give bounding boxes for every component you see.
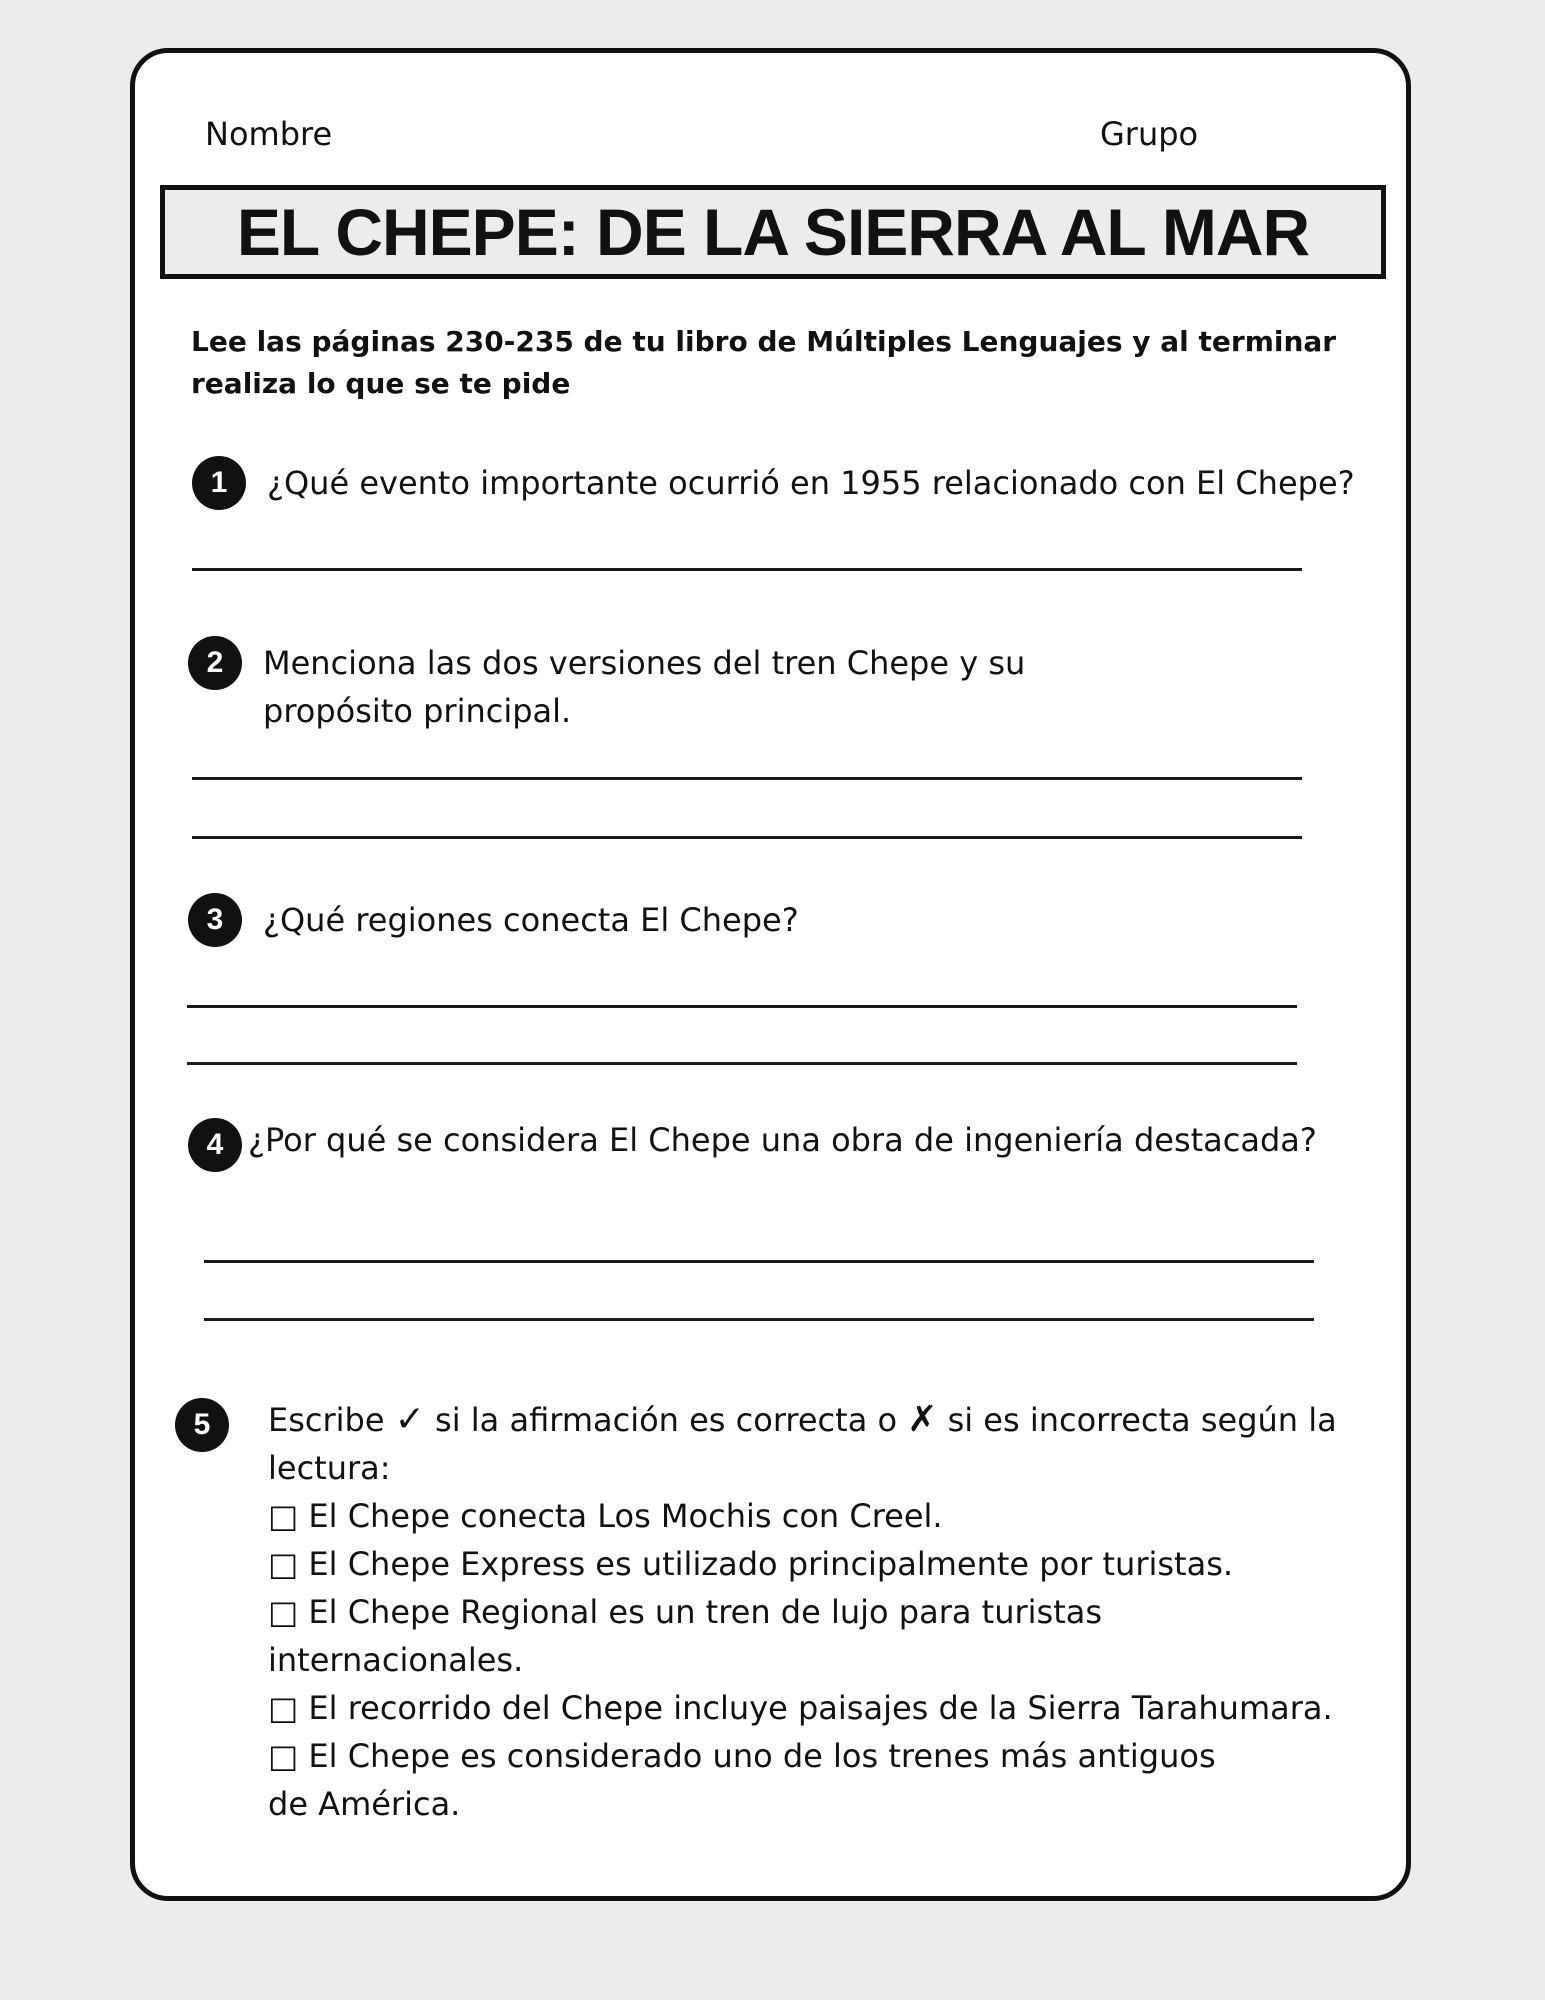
question-5-intro	[268, 1396, 1348, 1492]
statement-item[interactable]: □ El Chepe es considerado uno de los trenes más antiguos de América.	[268, 1737, 1216, 1823]
answer-line[interactable]	[187, 1062, 1297, 1065]
intro-text-b: si la afirmación es correcta o	[435, 1401, 898, 1439]
question-3-text: ¿Qué regiones conecta El Chepe?	[263, 901, 799, 939]
answer-line[interactable]	[192, 568, 1302, 571]
page-title: EL CHEPE: DE LA SIERRA AL MAR	[236, 195, 1310, 269]
answer-line[interactable]	[187, 1005, 1297, 1008]
answer-line[interactable]	[192, 777, 1302, 780]
question-5-block	[268, 1396, 1348, 1828]
answer-line[interactable]	[192, 836, 1302, 839]
statement-item[interactable]: □ El Chepe conecta Los Mochis con Creel.	[268, 1497, 943, 1535]
worksheet	[130, 48, 1411, 1901]
group-label: Grupo	[1100, 115, 1199, 153]
question-2-text: Menciona las dos versiones del tren Chepe y su propósito principal.	[263, 644, 1026, 730]
statement-item[interactable]: □ El Chepe Regional es un tren de lujo para turistas internacionales.	[268, 1593, 1103, 1679]
question-4-number: 4	[188, 1118, 242, 1172]
question-1-text: ¿Qué evento importante ocurrió en 1955 relacionado con El Chepe?	[267, 464, 1355, 502]
title-box	[160, 185, 1386, 279]
cross-icon: ✗	[907, 1399, 938, 1440]
question-5-number: 5	[175, 1398, 229, 1452]
intro-text-a: Escribe	[268, 1401, 385, 1439]
question-2-number: 2	[188, 636, 242, 690]
answer-line[interactable]	[204, 1260, 1314, 1263]
question-1-number: 1	[192, 456, 246, 510]
question-4-text: ¿Por qué se considera El Chepe una obra de ingeniería destacada?	[248, 1121, 1317, 1159]
check-icon: ✓	[394, 1399, 425, 1440]
instructions: Lee las páginas 230-235 de tu libro de Múltiples Lenguajes y al terminar realiza lo que se te pide	[191, 325, 1337, 400]
question-3-number: 3	[188, 893, 242, 947]
intro-text-c: si es incorrecta según la lectura:	[268, 1401, 1337, 1487]
statement-item[interactable]: □ El recorrido del Chepe incluye paisajes de la Sierra Tarahumara.	[268, 1689, 1333, 1727]
answer-line[interactable]	[204, 1318, 1314, 1321]
statement-item[interactable]: □ El Chepe Express es utilizado principalmente por turistas.	[268, 1545, 1234, 1583]
name-label: Nombre	[205, 115, 333, 153]
